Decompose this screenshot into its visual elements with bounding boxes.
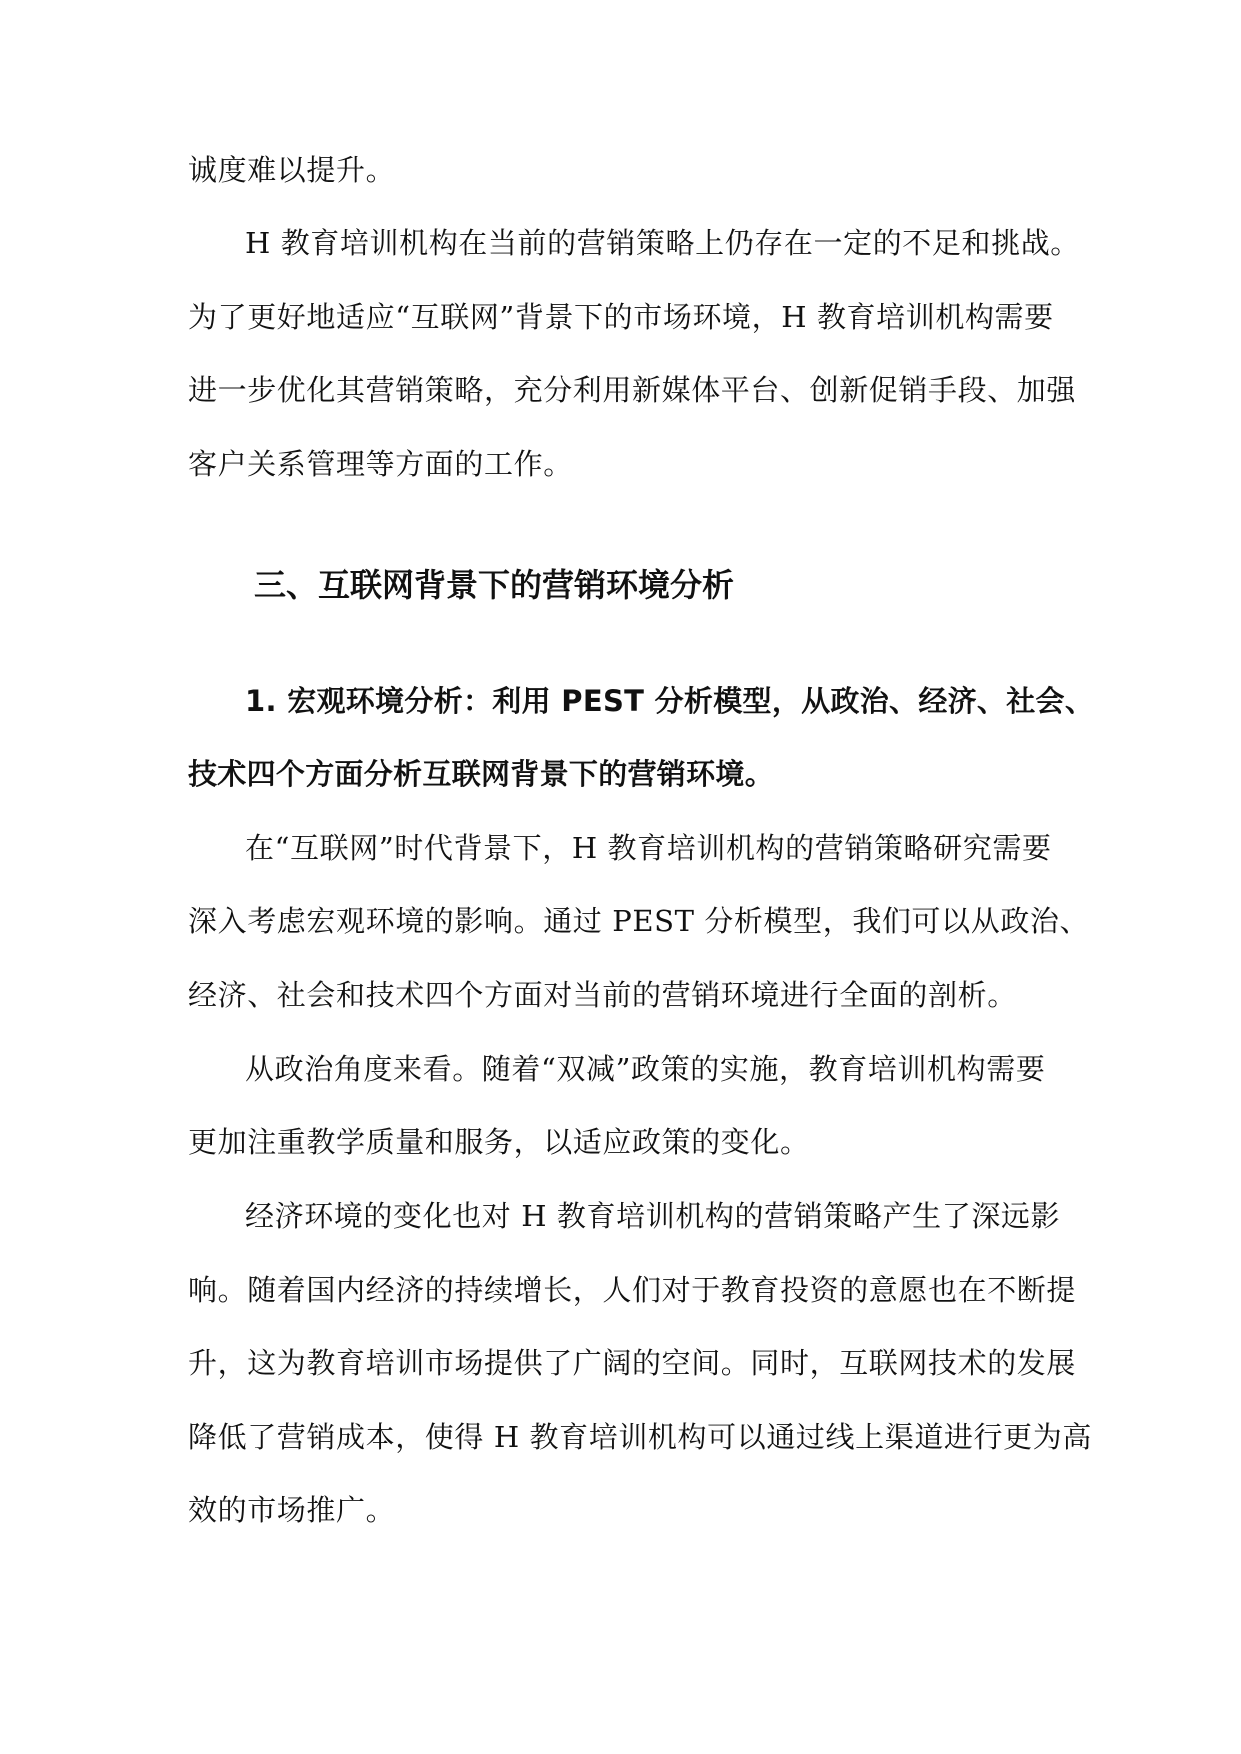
paragraph-line: 响。随着国内经济的持续增长，人们对于教育投资的意愿也在不断提 (188, 1273, 1077, 1307)
paragraph-line: 经济、社会和技术四个方面对当前的营销环境进行全面的剖析。 (188, 978, 1017, 1012)
paragraph-line: 深入考虑宏观环境的影响。通过 PEST 分析模型，我们可以从政治、 (188, 904, 1090, 938)
section-heading: 三、互联网背景下的营销环境分析 (254, 566, 735, 604)
paragraph-line: H 教育培训机构在当前的营销策略上仍存在一定的不足和挑战。 (245, 226, 1080, 260)
subsection-heading-line: 技术四个方面分析互联网背景下的营销环境。 (188, 757, 775, 791)
paragraph-line: 更加注重教学质量和服务，以适应政策的变化。 (188, 1125, 810, 1159)
paragraph-line: 效的市场推广。 (188, 1493, 396, 1527)
paragraph-line: 经济环境的变化也对 H 教育培训机构的营销策略产生了深远影 (245, 1199, 1061, 1233)
paragraph-line: 诚度难以提升。 (188, 153, 396, 187)
subsection-heading-line: 1. 宏观环境分析：利用 PEST 分析模型，从政治、经济、社会、 (245, 684, 1095, 718)
paragraph-line: 进一步优化其营销策略，充分利用新媒体平台、创新促销手段、加强 (188, 373, 1077, 407)
paragraph-line: 降低了营销成本，使得 H 教育培训机构可以通过线上渠道进行更为高 (188, 1420, 1092, 1454)
paragraph-line: 客户关系管理等方面的工作。 (188, 447, 573, 481)
paragraph-line: 为了更好地适应“互联网”背景下的市场环境，H 教育培训机构需要 (188, 300, 1054, 334)
paragraph-line: 升，这为教育培训市场提供了广阔的空间。同时，互联网技术的发展 (188, 1346, 1077, 1380)
paragraph-line: 从政治角度来看。随着“双减”政策的实施，教育培训机构需要 (245, 1052, 1046, 1086)
paragraph-line: 在“互联网”时代背景下，H 教育培训机构的营销策略研究需要 (245, 831, 1052, 865)
